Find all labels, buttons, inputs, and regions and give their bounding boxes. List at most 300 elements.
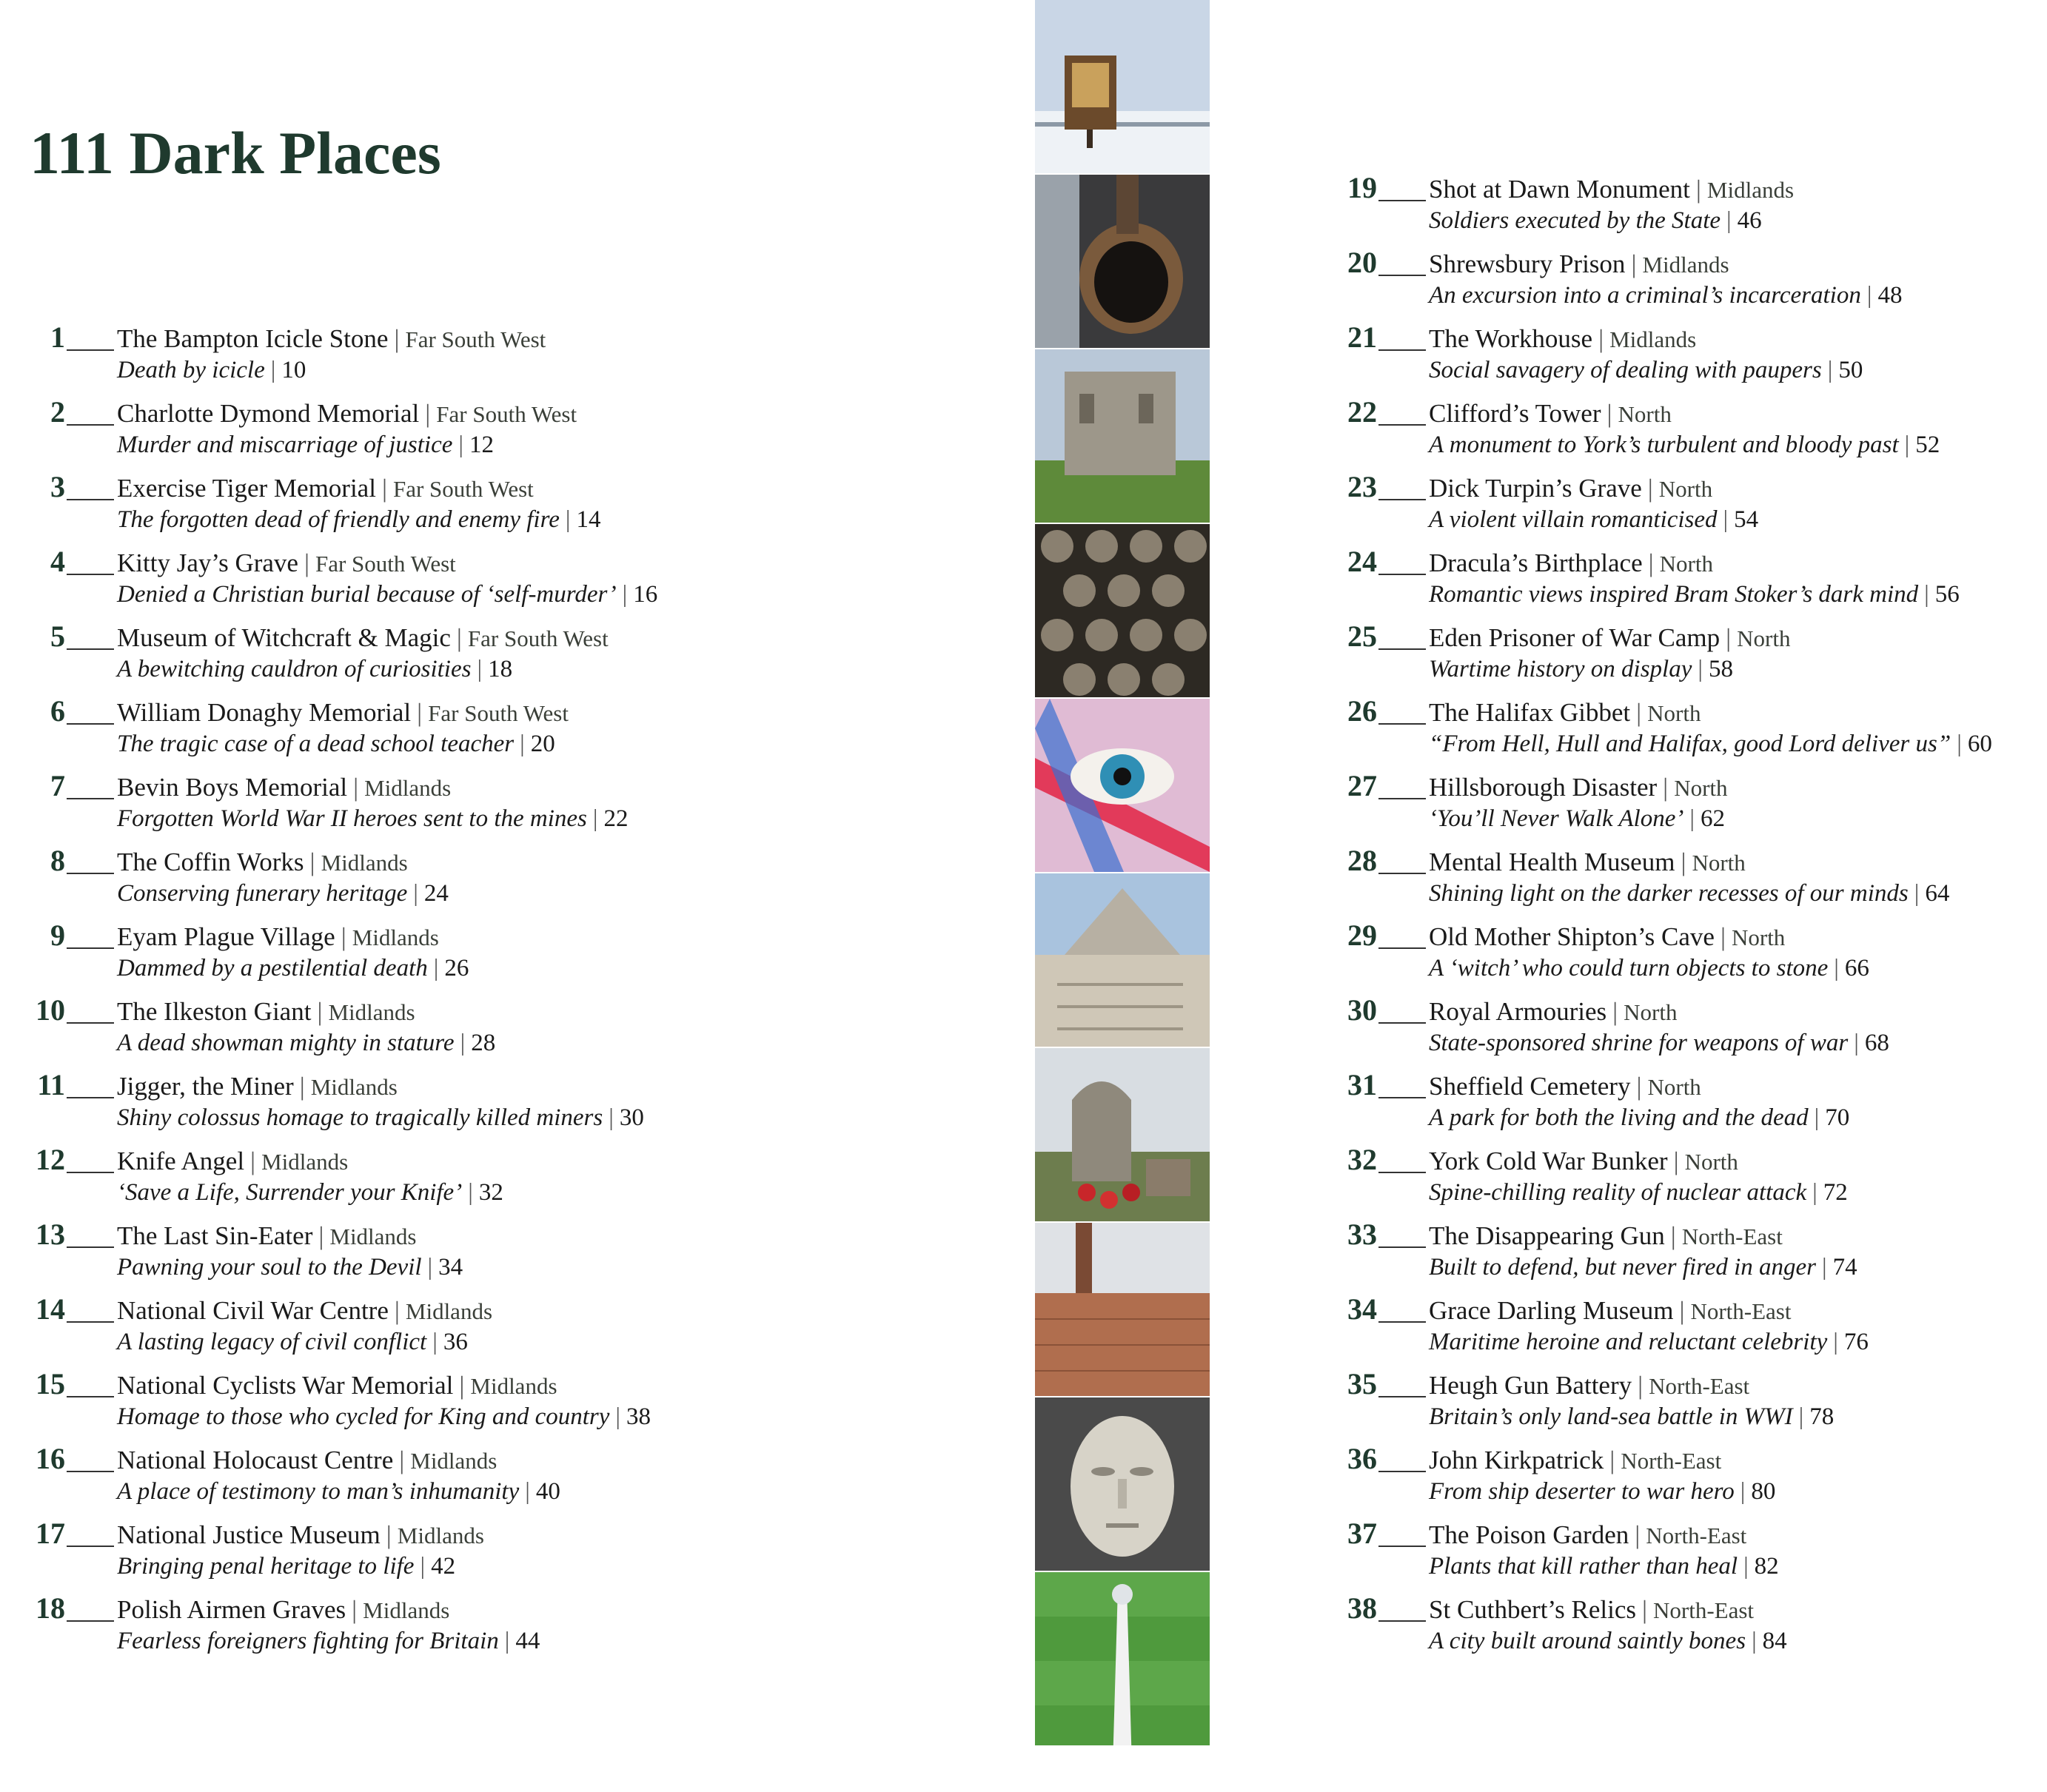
entry-rule <box>1378 798 1426 799</box>
entry-number: 18 <box>36 1591 65 1625</box>
entry-place: Exercise Tiger Memorial <box>117 474 376 503</box>
entry-region: North-East <box>1690 1298 1792 1324</box>
gravestone-flowers-photo <box>1035 1048 1210 1221</box>
entry-rule <box>1378 873 1426 874</box>
entry-place: Mental Health Museum <box>1429 848 1675 876</box>
entry-rule <box>67 1396 114 1397</box>
entry-number: 8 <box>50 844 65 877</box>
entry-place: The Last Sin-Eater <box>117 1221 313 1250</box>
entry-place: The Ilkeston Giant <box>117 997 312 1026</box>
entry-separator: | <box>1681 848 1686 876</box>
entry-rule <box>67 873 114 874</box>
entry-description: Plants that kill rather than heal <box>1429 1553 1738 1580</box>
page-title: 111 Dark Places <box>30 119 441 187</box>
entry-description: Social savagery of dealing with paupers <box>1429 357 1822 383</box>
entry-separator: | <box>1726 207 1732 234</box>
entry-separator: | <box>1914 880 1920 907</box>
entry-number: 1 <box>50 321 65 354</box>
entry-page-number: 24 <box>423 880 449 907</box>
entry-page-number: 80 <box>1751 1478 1776 1505</box>
entry-page-number: 54 <box>1734 506 1759 533</box>
entry-separator: | <box>417 698 423 727</box>
entry-separator: | <box>270 357 276 383</box>
entry-place: St Cuthbert’s Relics <box>1429 1595 1636 1624</box>
entry-separator: | <box>341 922 346 951</box>
entry-separator: | <box>425 399 431 428</box>
entry-description: A monument to York’s turbulent and bloody past <box>1429 432 1899 458</box>
entry-page-number: 60 <box>1967 731 1992 757</box>
entry-page-number: 82 <box>1754 1553 1779 1580</box>
entry-description: Bringing penal heritage to life <box>117 1553 415 1580</box>
entry-place: Old Mother Shipton’s Cave <box>1429 922 1715 951</box>
entry-separator: | <box>1647 474 1653 503</box>
entry-number: 12 <box>36 1143 65 1176</box>
entry-description: Denied a Christian burial because of ‘self-murder’ <box>117 581 617 608</box>
entry-rule <box>1378 947 1426 949</box>
entry-place: Shrewsbury Prison <box>1429 249 1626 278</box>
entry-place: York Cold War Bunker <box>1429 1147 1668 1175</box>
entry-region: Midlands <box>328 999 415 1025</box>
entry-page-number: 36 <box>443 1329 468 1355</box>
entry-number: 31 <box>1347 1068 1377 1101</box>
entry-page-number: 56 <box>1934 581 1960 608</box>
entry-separator: | <box>432 1329 438 1355</box>
entry-separator: | <box>399 1446 405 1474</box>
entry-place: John Kirkpatrick <box>1429 1446 1604 1474</box>
entry-region: Far South West <box>467 625 609 651</box>
entry-region: North-East <box>1649 1373 1750 1399</box>
entry-separator: | <box>1726 623 1732 652</box>
entry-description: Shining light on the darker recesses of our minds <box>1429 880 1909 907</box>
entry-number: 15 <box>36 1367 65 1400</box>
entry-number: 3 <box>50 470 65 503</box>
entry-number: 17 <box>36 1517 65 1550</box>
entry-region: Midlands <box>310 1074 398 1100</box>
entry-place: The Workhouse <box>1429 324 1593 353</box>
entry-region: Midlands <box>1706 177 1795 203</box>
entry-rule <box>67 648 114 650</box>
entry-number: 25 <box>1347 620 1377 653</box>
entry-number: 28 <box>1347 844 1377 877</box>
entry-page-number: 20 <box>530 731 555 757</box>
entry-region: Midlands <box>397 1523 484 1548</box>
entry-separator: | <box>1723 506 1729 533</box>
entry-place: The Bampton Icicle Stone <box>117 324 389 353</box>
entry-page-number: 62 <box>1700 805 1725 832</box>
entry-number: 38 <box>1347 1591 1377 1625</box>
entry-description: A bewitching cauldron of curiosities <box>117 656 472 682</box>
entry-separator: | <box>427 1254 433 1281</box>
snowy-sign-photo <box>1035 0 1210 173</box>
entry-region: North <box>1624 999 1678 1025</box>
entry-place: The Disappearing Gun <box>1429 1221 1665 1250</box>
entry-separator: | <box>353 773 359 802</box>
entry-region: Midlands <box>329 1224 417 1249</box>
entry-rule <box>1378 1097 1426 1098</box>
entry-separator: | <box>1814 1104 1820 1131</box>
entry-rule <box>67 349 114 351</box>
entry-number: 34 <box>1347 1292 1377 1326</box>
entry-page-number: 66 <box>1844 955 1869 981</box>
entry-page-number: 84 <box>1762 1628 1787 1654</box>
entry-description: Murder and miscarriage of justice <box>117 432 453 458</box>
entry-number: 21 <box>1347 321 1377 354</box>
entry-page-number: 50 <box>1838 357 1863 383</box>
entry-rule <box>1378 1471 1426 1472</box>
entry-separator: | <box>352 1595 358 1624</box>
entry-region: Midlands <box>261 1149 349 1175</box>
entry-region: North <box>1731 924 1786 950</box>
entry-description: A dead showman mighty in stature <box>117 1030 455 1056</box>
entry-place: Eyam Plague Village <box>117 922 335 951</box>
entry-separator: | <box>1924 581 1929 608</box>
entry-rule <box>1378 723 1426 725</box>
entry-separator: | <box>433 955 439 981</box>
entry-number: 9 <box>50 919 65 952</box>
entry-number: 37 <box>1347 1517 1377 1550</box>
entry-region: North <box>1737 625 1791 651</box>
entry-region: North <box>1618 401 1672 427</box>
entry-place: Sheffield Cemetery <box>1429 1072 1631 1101</box>
entry-rule <box>67 1022 114 1024</box>
entry-separator: | <box>1834 955 1839 981</box>
entry-rule <box>67 499 114 500</box>
entry-region: Far South West <box>315 551 456 577</box>
entry-separator: | <box>460 1030 466 1056</box>
entry-number: 35 <box>1347 1367 1377 1400</box>
entry-rule <box>1378 349 1426 351</box>
entry-page-number: 26 <box>444 955 469 981</box>
entry-region: Midlands <box>470 1373 557 1399</box>
entry-place: Dracula’s Birthplace <box>1429 548 1643 577</box>
entry-description: Fearless foreigners fighting for Britain <box>117 1628 499 1654</box>
entry-place: Kitty Jay’s Grave <box>117 548 298 577</box>
entry-separator: | <box>386 1520 392 1549</box>
entry-separator: | <box>1635 1520 1641 1549</box>
entry-place: Eden Prisoner of War Camp <box>1429 623 1721 652</box>
entry-separator: | <box>1866 282 1872 309</box>
entry-place: Heugh Gun Battery <box>1429 1371 1632 1400</box>
entry-page-number: 16 <box>633 581 658 608</box>
entry-region: Midlands <box>1642 252 1729 278</box>
photo-strip <box>1035 0 1210 1792</box>
entry-region: North-East <box>1621 1448 1722 1474</box>
stone-memorial-photo <box>1035 873 1210 1047</box>
entry-description: Soldiers executed by the State <box>1429 207 1721 234</box>
entry-rule <box>1378 275 1426 276</box>
entry-separator: | <box>609 1104 614 1131</box>
entry-rule <box>1378 200 1426 201</box>
entry-page-number: 72 <box>1823 1179 1848 1206</box>
entry-rule <box>1378 1172 1426 1173</box>
entry-place: Knife Angel <box>117 1147 245 1175</box>
entry-place: Shot at Dawn Monument <box>1429 175 1690 204</box>
entry-page-number: 18 <box>488 656 513 682</box>
stone-tower-photo <box>1035 349 1210 523</box>
entry-number: 22 <box>1347 395 1377 429</box>
entry-description: Britain’s only land-sea battle in WWI <box>1429 1403 1793 1430</box>
entry-number: 4 <box>50 545 65 578</box>
entry-region: North <box>1658 476 1713 502</box>
entry-separator: | <box>317 997 323 1026</box>
entry-number: 30 <box>1347 993 1377 1027</box>
entry-rule <box>1378 1546 1426 1547</box>
entry-page-number: 64 <box>1925 880 1950 907</box>
entry-description: A park for both the living and the dead <box>1429 1104 1809 1131</box>
entry-description: ‘You’ll Never Walk Alone’ <box>1429 805 1684 832</box>
entry-rule <box>1378 1620 1426 1622</box>
brick-chimney-photo <box>1035 1223 1210 1396</box>
entry-description: Wartime history on display <box>1429 656 1692 682</box>
entry-description: Shiny colossus homage to tragically killed miners <box>117 1104 603 1131</box>
entry-description: The forgotten dead of friendly and enemy fire <box>117 506 560 533</box>
entry-number: 6 <box>50 694 65 728</box>
entry-number: 13 <box>36 1218 65 1251</box>
entry-number: 29 <box>1347 919 1377 952</box>
entry-separator: | <box>468 1179 473 1206</box>
entry-number: 19 <box>1347 171 1377 204</box>
entry-page-number: 10 <box>281 357 306 383</box>
entry-page-number: 14 <box>576 506 601 533</box>
entry-separator: | <box>1743 1553 1749 1580</box>
entry-region: Midlands <box>410 1448 497 1474</box>
painted-eye-mural-photo <box>1035 699 1210 872</box>
entry-separator: | <box>1631 249 1637 278</box>
entry-description: Forgotten World War II heroes sent to the mines <box>117 805 587 832</box>
entry-rule <box>67 947 114 949</box>
entry-description: From ship deserter to war hero <box>1429 1478 1735 1505</box>
entry-place: Polish Airmen Graves <box>117 1595 346 1624</box>
entry-page-number: 68 <box>1864 1030 1889 1056</box>
entry-number: 26 <box>1347 694 1377 728</box>
entry-separator: | <box>1798 1403 1804 1430</box>
entry-region: North <box>1659 551 1713 577</box>
entry-page-number: 38 <box>626 1403 651 1430</box>
entry-description: Maritime heroine and reluctant celebrity <box>1429 1329 1828 1355</box>
entry-region: Midlands <box>364 775 452 801</box>
entry-page-number: 30 <box>619 1104 644 1131</box>
entry-separator: | <box>525 1478 530 1505</box>
entry-page-number: 22 <box>603 805 629 832</box>
entry-separator: | <box>592 805 598 832</box>
entry-page-number: 74 <box>1832 1254 1857 1281</box>
entry-separator: | <box>1720 922 1726 951</box>
entry-separator: | <box>299 1072 305 1101</box>
entry-separator: | <box>309 848 315 876</box>
entry-separator: | <box>1854 1030 1859 1056</box>
entry-number: 27 <box>1347 769 1377 802</box>
entry-region: Midlands <box>352 924 439 950</box>
entry-place: Jigger, the Miner <box>117 1072 294 1101</box>
entry-separator: | <box>394 324 400 353</box>
entry-number: 23 <box>1347 470 1377 503</box>
entry-separator: | <box>1648 548 1654 577</box>
entry-rule <box>67 574 114 575</box>
entry-separator: | <box>1638 1371 1644 1400</box>
entry-separator: | <box>318 1221 324 1250</box>
entry-description: Conserving funerary heritage <box>117 880 408 907</box>
entry-description: A lasting legacy of civil conflict <box>117 1329 427 1355</box>
skulls-wall-photo <box>1035 524 1210 697</box>
entry-description: State-sponsored shrine for weapons of war <box>1429 1030 1849 1056</box>
entry-page-number: 12 <box>469 432 495 458</box>
entry-description: The tragic case of a dead school teacher <box>117 731 515 757</box>
entry-place: The Halifax Gibbet <box>1429 698 1631 727</box>
entry-description: A ‘witch’ who could turn objects to stone <box>1429 955 1829 981</box>
entry-page-number: 46 <box>1737 207 1762 234</box>
entry-separator: | <box>1673 1147 1679 1175</box>
entry-separator: | <box>1827 357 1833 383</box>
entry-separator: | <box>1740 1478 1746 1505</box>
entry-number: 33 <box>1347 1218 1377 1251</box>
entry-separator: | <box>1679 1296 1685 1325</box>
entry-region: North <box>1647 1074 1701 1100</box>
entry-region: Midlands <box>321 850 408 876</box>
entry-rule <box>1378 499 1426 500</box>
entry-separator: | <box>504 1628 510 1654</box>
entry-region: Midlands <box>1609 326 1697 352</box>
entry-page-number: 42 <box>431 1553 456 1580</box>
entry-region: North <box>1684 1149 1738 1175</box>
entry-page-number: 32 <box>478 1179 503 1206</box>
entry-region: Midlands <box>363 1597 450 1623</box>
entry-region: North-East <box>1653 1597 1755 1623</box>
entry-region: Far South West <box>392 476 534 502</box>
entry-separator: | <box>1698 656 1703 682</box>
entry-number: 36 <box>1347 1442 1377 1475</box>
entry-separator: | <box>1812 1179 1817 1206</box>
entry-rule <box>1378 1396 1426 1397</box>
entry-rule <box>67 1172 114 1173</box>
entry-separator: | <box>1670 1221 1676 1250</box>
entry-description: Pawning your soul to the Devil <box>117 1254 422 1281</box>
entry-separator: | <box>1663 773 1669 802</box>
entry-rule <box>1378 1022 1426 1024</box>
entry-separator: | <box>381 474 387 503</box>
entry-page-number: 58 <box>1708 656 1733 682</box>
entry-rule <box>67 1321 114 1323</box>
entry-rule <box>67 1546 114 1547</box>
entry-description: Built to defend, but never fired in anger <box>1429 1254 1817 1281</box>
entry-rule <box>1378 574 1426 575</box>
entry-description: Dammed by a pestilential death <box>117 955 428 981</box>
entry-separator: | <box>1957 731 1962 757</box>
entry-place: Royal Armouries <box>1429 997 1607 1026</box>
entry-separator: | <box>1636 1072 1642 1101</box>
entry-place: Clifford’s Tower <box>1429 399 1601 428</box>
entry-separator: | <box>250 1147 256 1175</box>
entry-page-number: 28 <box>471 1030 496 1056</box>
entry-number: 11 <box>37 1068 65 1101</box>
entry-number: 24 <box>1347 545 1377 578</box>
entry-number: 7 <box>50 769 65 802</box>
death-mask-photo <box>1035 1397 1210 1571</box>
entry-page-number: 48 <box>1877 282 1903 309</box>
entry-rule <box>1378 1321 1426 1323</box>
entry-number: 20 <box>1347 246 1377 279</box>
entry-place: The Poison Garden <box>1429 1520 1629 1549</box>
entry-separator: | <box>520 731 525 757</box>
entry-separator: | <box>456 623 462 652</box>
entry-region: Far South West <box>436 401 577 427</box>
entry-separator: | <box>458 432 464 458</box>
entry-separator: | <box>459 1371 465 1400</box>
entry-region: Far South West <box>405 326 546 352</box>
entry-separator: | <box>477 656 483 682</box>
entry-page-number: 40 <box>535 1478 560 1505</box>
entry-separator: | <box>1607 399 1612 428</box>
entry-place: Grace Darling Museum <box>1429 1296 1674 1325</box>
entry-separator: | <box>304 548 309 577</box>
entry-region: North <box>1674 775 1728 801</box>
entry-description: An excursion into a criminal’s incarceration <box>1429 282 1861 309</box>
entry-rule <box>1378 424 1426 426</box>
entry-separator: | <box>1904 432 1910 458</box>
entry-region: North-East <box>1646 1523 1747 1548</box>
entry-place: Hillsborough Disaster <box>1429 773 1658 802</box>
entry-rule <box>67 1246 114 1248</box>
entry-rule <box>67 1471 114 1472</box>
entry-page-number: 44 <box>515 1628 540 1654</box>
entry-separator: | <box>1642 1595 1648 1624</box>
entry-page-number: 76 <box>1843 1329 1869 1355</box>
entry-description: Romantic views inspired Bram Stoker’s dark mind <box>1429 581 1919 608</box>
entry-place: Charlotte Dymond Memorial <box>117 399 420 428</box>
entry-description: Death by icicle <box>117 357 265 383</box>
entry-page-number: 34 <box>438 1254 463 1281</box>
entry-number: 10 <box>36 993 65 1027</box>
entry-region: Far South West <box>428 700 569 726</box>
entry-separator: | <box>1612 997 1618 1026</box>
entry-rule <box>67 1097 114 1098</box>
entry-region: North <box>1647 700 1701 726</box>
entry-separator: | <box>1609 1446 1615 1474</box>
entry-number: 16 <box>36 1442 65 1475</box>
entry-separator: | <box>420 1553 426 1580</box>
entry-description: Homage to those who cycled for King and country <box>117 1403 610 1430</box>
entry-description: Spine-chilling reality of nuclear attack <box>1429 1179 1807 1206</box>
entry-separator: | <box>615 1403 621 1430</box>
entry-rule <box>67 723 114 725</box>
entry-place: William Donaghy Memorial <box>117 698 412 727</box>
entry-description: A violent villain romanticised <box>1429 506 1718 533</box>
entry-rule <box>67 798 114 799</box>
entry-rule <box>67 424 114 426</box>
entry-separator: | <box>622 581 628 608</box>
entry-place: National Justice Museum <box>117 1520 381 1549</box>
football-pitch-photo <box>1035 1572 1210 1745</box>
entry-region: Midlands <box>405 1298 493 1324</box>
entry-place: National Cyclists War Memorial <box>117 1371 454 1400</box>
entry-separator: | <box>1822 1254 1827 1281</box>
entry-place: Dick Turpin’s Grave <box>1429 474 1642 503</box>
entry-place: Museum of Witchcraft & Magic <box>117 623 451 652</box>
entry-separator: | <box>1752 1628 1757 1654</box>
entry-description: A city built around saintly bones <box>1429 1628 1746 1654</box>
entry-page-number: 78 <box>1809 1403 1835 1430</box>
entry-rule <box>67 1620 114 1622</box>
entry-number: 32 <box>1347 1143 1377 1176</box>
entry-place: National Holocaust Centre <box>117 1446 394 1474</box>
entry-separator: | <box>565 506 571 533</box>
entry-separator: | <box>1689 805 1695 832</box>
entry-number: 5 <box>50 620 65 653</box>
entry-region: North <box>1692 850 1746 876</box>
entry-separator: | <box>1833 1329 1838 1355</box>
entry-number: 14 <box>36 1292 65 1326</box>
entry-description: “From Hell, Hull and Halifax, good Lord deliver us” <box>1429 731 1951 757</box>
entry-place: National Civil War Centre <box>117 1296 389 1325</box>
